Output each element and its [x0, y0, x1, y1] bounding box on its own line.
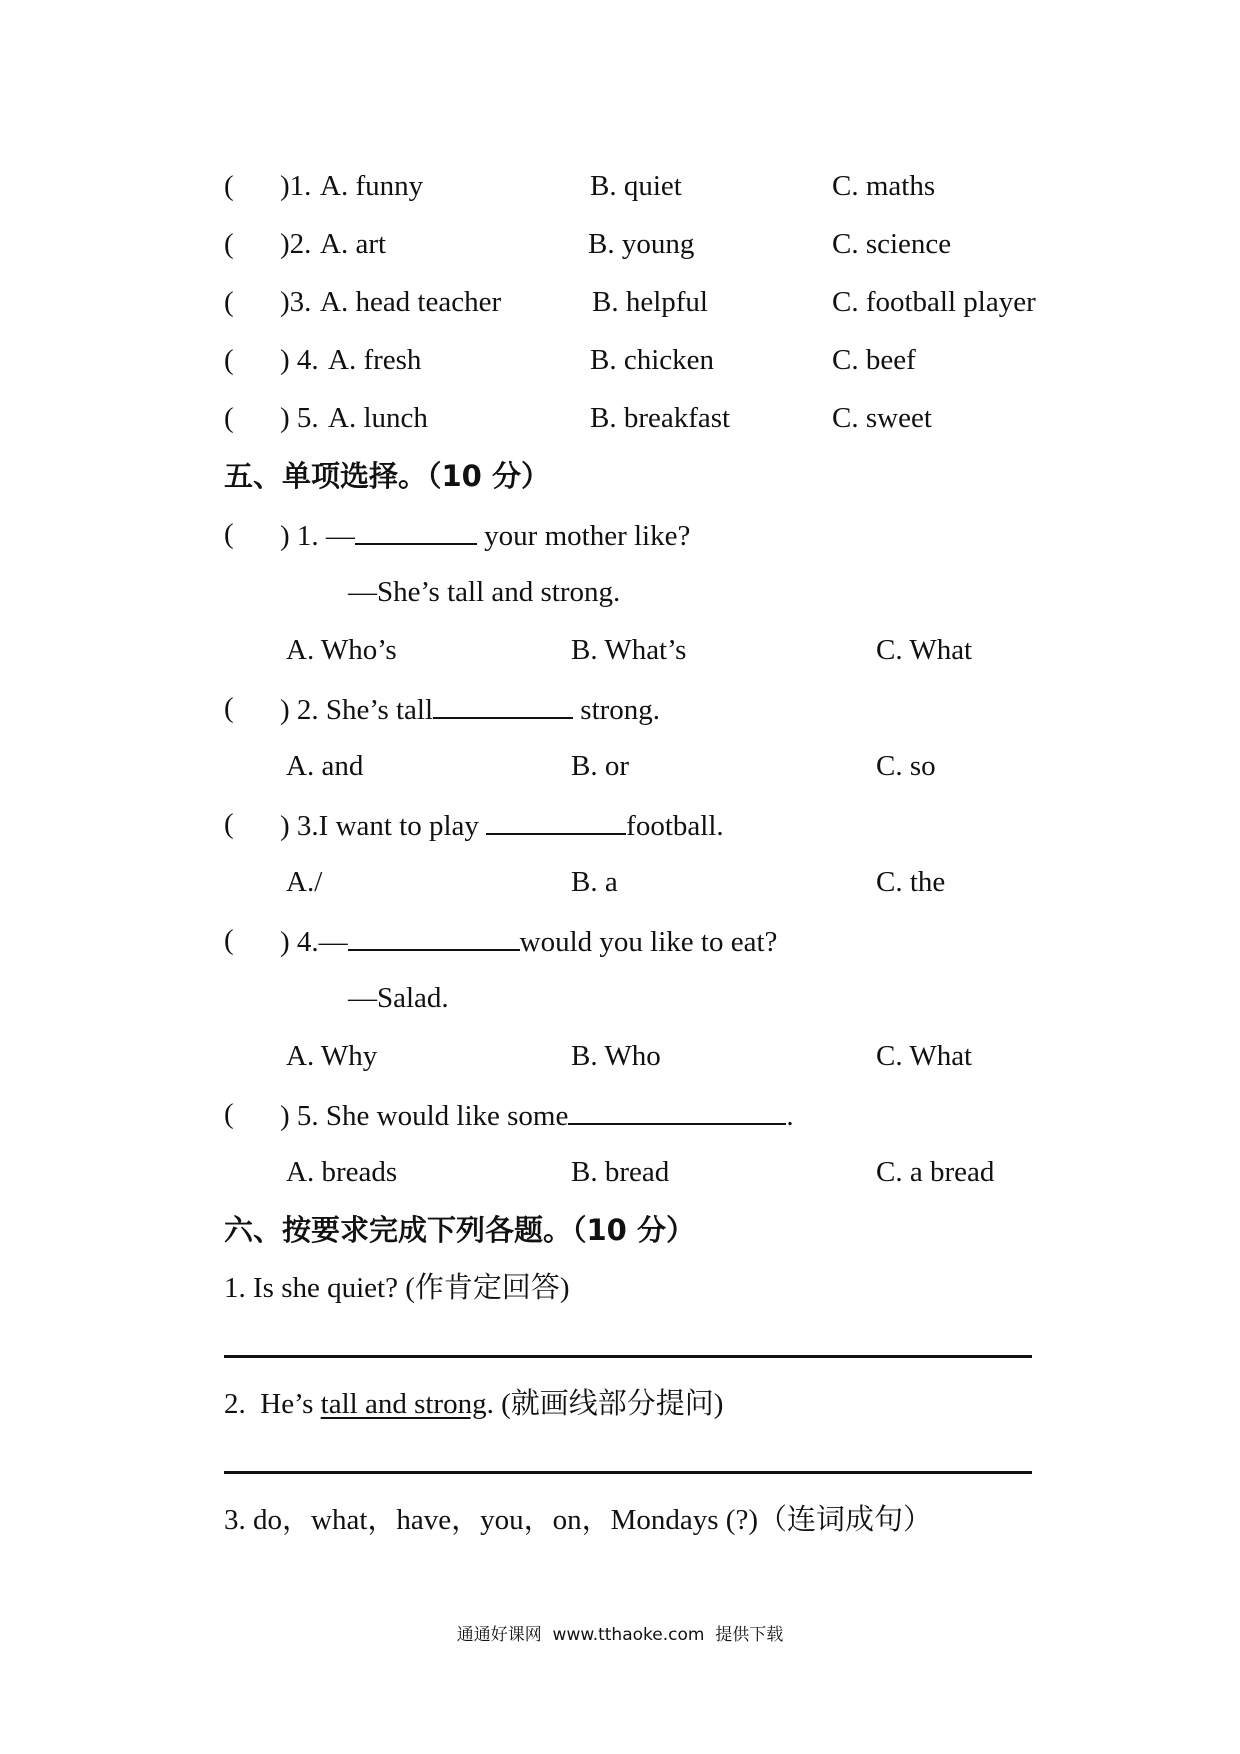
option-a: A. art — [320, 228, 387, 260]
item-number: )3. — [280, 286, 312, 318]
paren-open: ( — [224, 808, 234, 840]
underlined-phrase: tall and strong — [320, 1388, 487, 1420]
item-number: )2. — [280, 228, 312, 260]
option-c: C. sweet — [832, 402, 932, 434]
option-a: A. head teacher — [320, 286, 502, 318]
option-b: B. young — [588, 228, 695, 260]
stem-post: football. — [626, 810, 724, 842]
answer-blank — [355, 517, 477, 545]
option-a: A. fresh — [328, 344, 422, 376]
question-stem — [280, 923, 777, 959]
answer-line — [224, 1355, 1032, 1358]
paren-open: ( — [224, 402, 234, 434]
stem-post: . — [786, 1100, 794, 1132]
option-c: C. the — [876, 866, 946, 898]
option-c: C. maths — [832, 170, 936, 202]
option-c: C. What — [876, 1040, 973, 1072]
option-a: A. Who’s — [286, 634, 397, 666]
task-3: 3. do，what，have，you，on，Mondays (?)（连词成句） — [224, 1504, 932, 1536]
answer-blank — [568, 1097, 786, 1125]
question-stem — [280, 517, 690, 553]
stem-pre: ) 4.— — [280, 926, 348, 958]
paren-open: ( — [224, 170, 234, 202]
item-number: )1. — [280, 170, 312, 202]
option-a: A. and — [286, 750, 364, 782]
option-a: A./ — [286, 866, 323, 898]
task-2 — [224, 1387, 723, 1421]
option-b: B. or — [571, 750, 629, 782]
option-c: C. science — [832, 228, 952, 260]
option-c: C. a bread — [876, 1156, 995, 1188]
paren-open: ( — [224, 924, 234, 956]
option-b: B. a — [571, 866, 618, 898]
option-b: B. chicken — [590, 344, 715, 376]
paren-open: ( — [224, 692, 234, 724]
item-number: ) 5. — [280, 402, 319, 434]
item-number: ) 4. — [280, 344, 319, 376]
option-a: A. Why — [286, 1040, 378, 1072]
stem-post: your mother like? — [476, 520, 691, 552]
task-2-pre: 2. He’s — [224, 1388, 321, 1420]
option-b: B. bread — [571, 1156, 670, 1188]
option-b: B. Who — [571, 1040, 661, 1072]
answer-line — [224, 1471, 1032, 1474]
option-a: A. funny — [320, 170, 424, 202]
footer-text: 通通好课网 www.tthaoke.com 提供下载 — [456, 1625, 784, 1645]
answer-blank — [348, 923, 520, 951]
option-c: C. What — [876, 634, 973, 666]
section6-heading: 六、按要求完成下列各题。（10 分） — [224, 1213, 695, 1247]
stem-pre: ) 1. — — [280, 520, 355, 552]
stem-pre: ) 5. She would like some — [280, 1100, 569, 1132]
option-c: C. so — [876, 750, 936, 782]
question-reply: —She’s tall and strong. — [348, 576, 621, 608]
paren-open: ( — [224, 286, 234, 318]
question-stem — [280, 1097, 794, 1133]
footer-credit — [0, 1620, 1240, 1645]
question-stem — [280, 691, 660, 727]
question-reply: —Salad. — [348, 982, 449, 1014]
paren-open: ( — [224, 228, 234, 260]
stem-pre: ) 3.I want to play — [280, 810, 487, 842]
stem-post: would you like to eat? — [519, 926, 778, 958]
option-a: A. lunch — [328, 402, 428, 434]
paren-open: ( — [224, 1098, 234, 1130]
option-c: C. beef — [832, 344, 916, 376]
answer-blank — [433, 691, 573, 719]
paren-open: ( — [224, 344, 234, 376]
answer-blank — [486, 807, 626, 835]
section5-heading: 五、单项选择。（10 分） — [224, 459, 550, 493]
task-1: 1. Is she quiet? (作肯定回答) — [224, 1272, 570, 1304]
stem-pre: ) 2. She’s tall — [280, 694, 434, 726]
task-2-post: . (就画线部分提问) — [486, 1388, 724, 1420]
option-b: B. quiet — [590, 170, 682, 202]
option-b: B. breakfast — [590, 402, 731, 434]
question-stem — [280, 807, 724, 843]
stem-post: strong. — [573, 694, 661, 726]
paren-open: ( — [224, 518, 234, 550]
option-b: B. helpful — [592, 286, 708, 318]
option-c: C. football player — [832, 286, 1036, 318]
option-a: A. breads — [286, 1156, 398, 1188]
option-b: B. What’s — [571, 634, 687, 666]
